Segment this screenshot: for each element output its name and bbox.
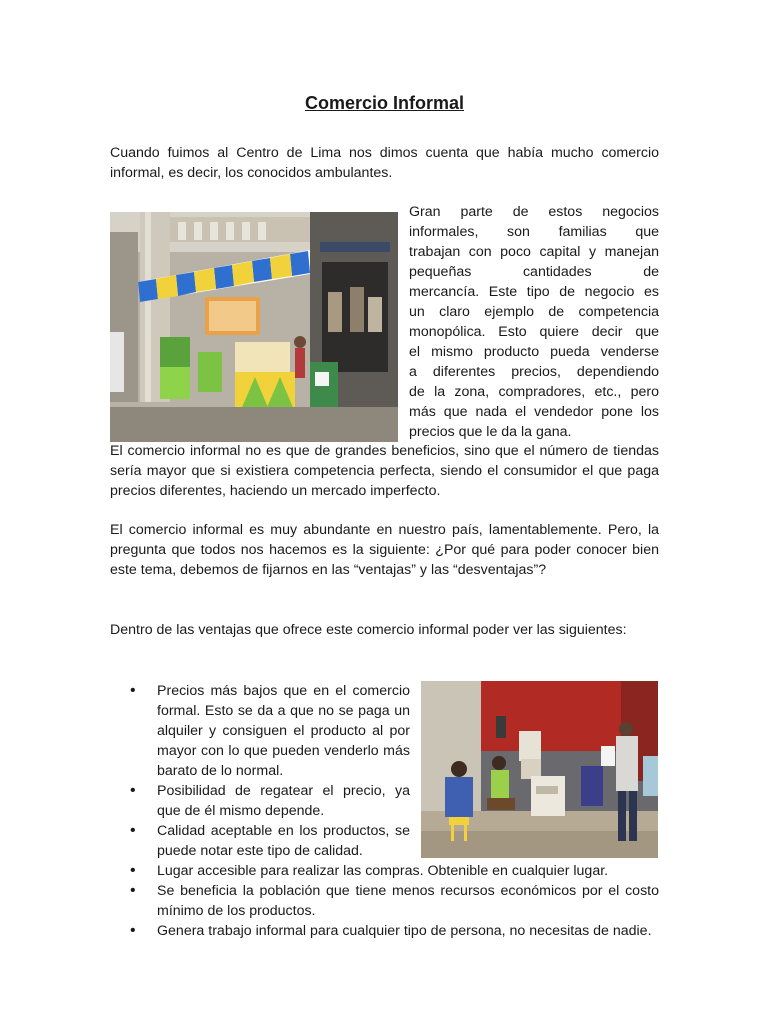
paragraph-advantages-intro: Dentro de las ventajas que ofrece este comercio informal poder ver las siguientes:	[110, 622, 627, 638]
paragraph-benefits: El comercio informal no es que de grandes beneficios, sino que el número de tiendas sería mayor que si existiera competencia perfecta, siendo el consumidor el que paga precios diferentes, haciendo un mercado imperfecto.	[110, 443, 659, 499]
list-item: • Genera trabajo informal para cualquier tipo de persona, no necesitas de nadie.	[110, 921, 659, 941]
intro-paragraph: Cuando fuimos al Centro de Lima nos dimos cuenta que había mucho comercio informal, es decir, los conocidos ambulantes.	[110, 145, 659, 181]
side-line: trabajan con poco capital y manejan	[409, 244, 659, 260]
side-paragraph	[409, 202, 659, 442]
list-item: • Se beneficia la población que tiene menos recursos económicos por el costo mínimo de los productos.	[110, 881, 659, 921]
side-line: un claro ejemplo de competencia	[409, 304, 659, 320]
paragraph-question: El comercio informal es muy abundante en nuestro país, lamentablemente. Pero, la pregunta que todos nos hacemos es la siguiente: ¿Por qué para poder conocer bien este tema, debemos de fijarnos en las “ventajas” y las “desventajas”?	[110, 522, 659, 578]
document-title: Comercio Informal	[304, 93, 465, 113]
side-line: pequeñas cantidades de	[409, 264, 659, 280]
advantages-list	[110, 681, 659, 941]
side-line: más que nada el vendedor pone los	[409, 404, 659, 420]
street-stall-photo	[110, 212, 398, 442]
side-line: Gran parte de estos negocios	[409, 204, 659, 220]
side-line: precios que le da la gana.	[409, 424, 572, 440]
side-line: el mismo producto pueda venderse	[409, 344, 659, 360]
side-line: a diferentes precios, dependiendo	[409, 364, 659, 380]
list-item: • Lugar accesible para realizar las compras. Obtenible en cualquier lugar.	[110, 861, 659, 881]
side-line: informales, son familias que	[409, 224, 659, 240]
list-item: • Calidad aceptable en los productos, se puede notar este tipo de calidad.	[110, 821, 410, 861]
side-line: monopólica. Esto quiere decir que	[409, 324, 659, 340]
side-line: mercancía. Este tipo de negocio es	[409, 284, 659, 300]
list-item: • Precios más bajos que en el comercio formal. Esto se da a que no se paga un alquiler y consiguen el producto al por mayor con lo que pueden venderlo más barato de lo normal.	[110, 681, 410, 781]
side-line: de la zona, compradores, etc., pero	[409, 384, 659, 400]
list-item: • Posibilidad de regatear el precio, ya que de él mismo depende.	[110, 781, 410, 821]
